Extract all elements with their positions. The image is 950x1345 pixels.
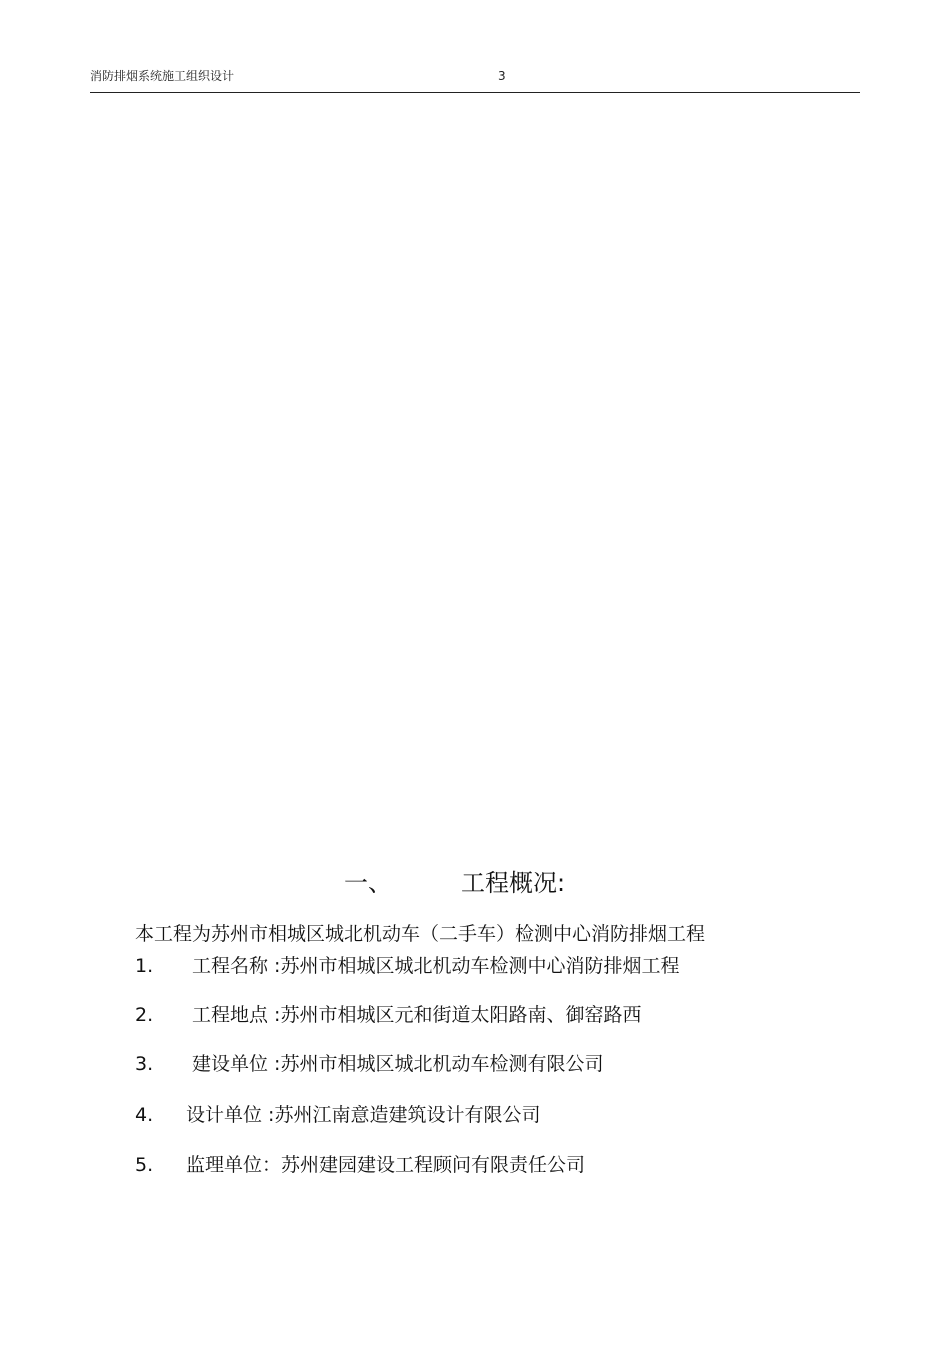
section-heading xyxy=(344,867,565,899)
project-item-location xyxy=(135,1002,641,1028)
section-title: 工程概况: xyxy=(461,869,566,898)
project-item-owner xyxy=(135,1051,603,1077)
item-text: 设计单位 :苏州江南意造建筑设计有限公司 xyxy=(186,1104,541,1126)
item-text: 工程地点 :苏州市相城区元和街道太阳路南、御窑路西 xyxy=(192,1004,642,1026)
item-number: 5. xyxy=(135,1154,154,1176)
item-number: 1. xyxy=(135,955,154,977)
item-number: 3. xyxy=(135,1053,154,1075)
section-number: 一、 xyxy=(344,869,392,898)
page-header xyxy=(90,60,860,93)
item-number: 4. xyxy=(135,1104,154,1126)
item-text: 建设单位 :苏州市相城区城北机动车检测有限公司 xyxy=(192,1053,604,1075)
page-number: 3 xyxy=(498,69,506,83)
document-title: 消防排烟系统施工组织设计 xyxy=(90,69,235,83)
item-number: 2. xyxy=(135,1004,154,1026)
item-text: 工程名称 :苏州市相城区城北机动车检测中心消防排烟工程 xyxy=(192,955,680,977)
project-item-name xyxy=(135,953,679,979)
project-item-supervisor xyxy=(135,1152,585,1178)
project-introduction: 本工程为苏州市相城区城北机动车（二手车）检测中心消防排烟工程 xyxy=(135,923,706,945)
project-item-designer xyxy=(135,1102,540,1128)
item-text: 监理单位：苏州建园建设工程顾问有限责任公司 xyxy=(186,1154,586,1176)
